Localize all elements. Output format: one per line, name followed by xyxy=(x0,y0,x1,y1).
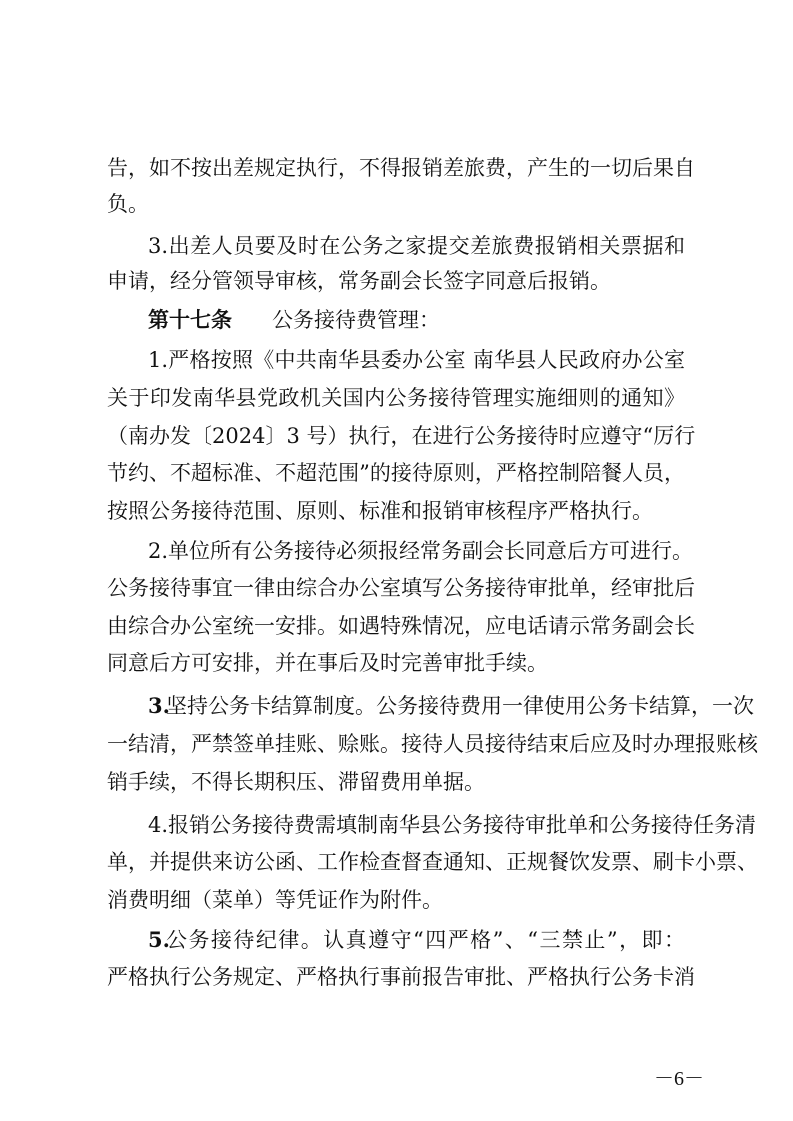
article-label: 第十七条 xyxy=(148,307,232,332)
p6-line-3: 消费明细（菜单）等凭证作为附件。 xyxy=(107,888,443,912)
p3-line-3: （南办发〔2024〕3 号）执行，在进行公务接待时应遵守“厉行 xyxy=(107,424,696,448)
p5-line-1: 坚持公务卡结算制度。公务接待费用一律使用公务卡结算，一次 xyxy=(166,694,754,718)
p4-line-3: 由综合办公室统一安排。如遇特殊情况，应电话请示常务副会长 xyxy=(107,614,695,638)
article-title: 公务接待费管理： xyxy=(272,308,440,332)
p7-line-2: 严格执行公务规定、严格执行事前报告审批、严格执行公务卡消 xyxy=(107,965,695,989)
p1-line-2: 负。 xyxy=(107,192,149,216)
p6-line-1: 4.报销公务接待费需填制南华县公务接待审批单和公务接待任务清 xyxy=(148,813,757,837)
p1-line-1: 告，如不按出差规定执行，不得报销差旅费，产生的一切后果自 xyxy=(107,156,695,180)
page-number: －6－ xyxy=(654,1068,704,1090)
p6-line-2: 单，并提供来访公函、工作检查督查通知、正规餐饮发票、刷卡小票、 xyxy=(107,850,758,874)
p4-line-2: 公务接待事宜一律由综合办公室填写公务接待审批单，经审批后 xyxy=(107,576,695,600)
p4-line-1: 2.单位所有公务接待必须报经常务副会长同意后方可进行。 xyxy=(148,539,694,563)
p7-line-1: 公务接待纪律。认真遵守“四严格”、“三禁止”，即： xyxy=(166,928,685,952)
p7-number: 5. xyxy=(148,927,170,952)
p2-line-2: 申请，经分管领导审核，常务副会长签字同意后报销。 xyxy=(107,269,611,293)
p5-number: 3. xyxy=(148,693,170,718)
p3-line-1: 1.严格按照《中共南华县委办公室 南华县人民政府办公室 xyxy=(148,348,685,372)
p5-line-2: 一结清，严禁签单挂账、赊账。接待人员接待结束后应及时办理报账核 xyxy=(107,732,758,756)
p3-line-4: 节约、不超标准、不超范围”的接待原则，严格控制陪餐人员， xyxy=(107,461,685,485)
p3-line-2: 关于印发南华县党政机关国内公务接待管理实施细则的通知》 xyxy=(107,386,685,410)
p4-line-4: 同意后方可安排，并在事后及时完善审批手续。 xyxy=(107,651,548,675)
p3-line-5: 按照公务接待范围、原则、标准和报销审核程序严格执行。 xyxy=(107,499,653,523)
p5-line-3: 销手续，不得长期积压、滞留费用单据。 xyxy=(107,770,485,794)
p2-line-1: 3.出差人员要及时在公务之家提交差旅费报销相关票据和 xyxy=(148,234,685,258)
